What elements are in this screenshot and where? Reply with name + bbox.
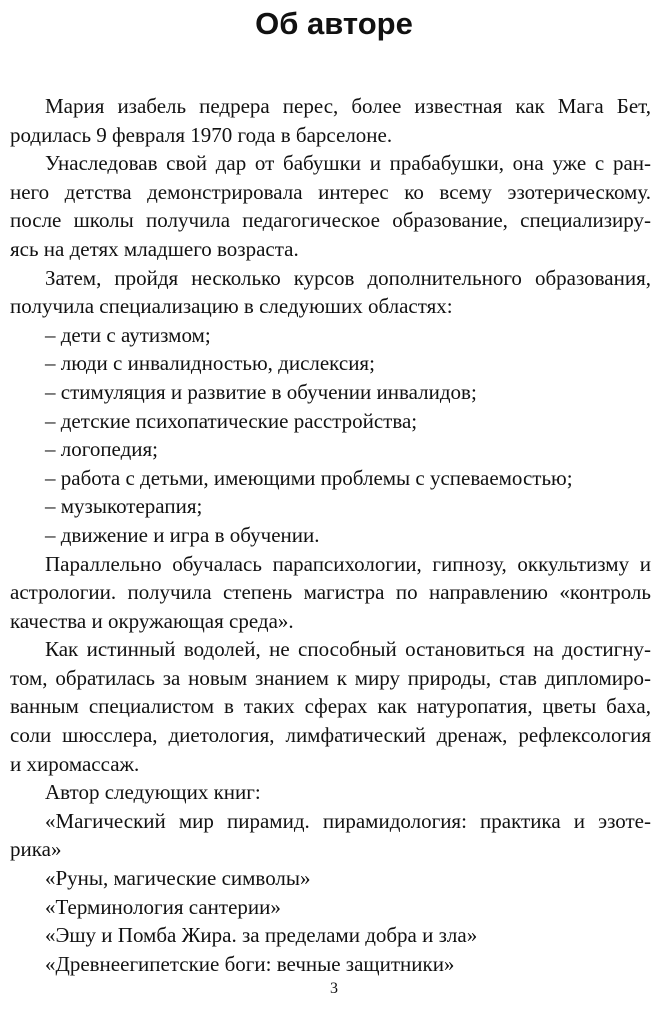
text-line: астрологии. получила степень магистра по направлению «контроль xyxy=(10,580,651,605)
text-line: Унаследовав свой дар от бабушки и прабабушки, она уже с ран- xyxy=(45,151,651,176)
page-number: 3 xyxy=(330,980,338,997)
text-line: ванным специалистом в таких сферах как натуропатия, цветы баха, xyxy=(10,694,651,719)
text-line: соли шюсслера, диетология, лимфатический дренаж, рефлексология xyxy=(10,723,651,748)
book-title-line: рика» xyxy=(10,837,62,862)
text-line: Как истинный водолей, не способный остановиться на достигну- xyxy=(45,637,651,662)
book-title-line: «Терминология сантерии» xyxy=(45,894,281,919)
list-item: – дети с аутизмом; xyxy=(45,322,211,347)
list-item: – стимуляция и развитие в обучении инвалидов; xyxy=(45,379,477,404)
text-line: Параллельно обучалась парапсихологии, гипнозу, оккультизму и xyxy=(45,551,651,576)
list-item: – работа с детьми, имеющими проблемы с успеваемостью; xyxy=(45,465,573,490)
text-line: и хиромассаж. xyxy=(10,751,140,776)
text-line: него детства демонстрировала интерес ко всему эзотерическому. xyxy=(10,179,651,204)
text-line: после школы получила педагогическое образование, специализиру- xyxy=(10,208,651,233)
text-line: качества и окружающая среда». xyxy=(10,608,294,633)
text-line: получила специализацию в следуюших областях: xyxy=(10,294,453,319)
book-title-line: «Древнеегипетские боги: вечные защитники» xyxy=(45,951,455,976)
book-title-line: «Эшу и Помба Жира. за пределами добра и зла» xyxy=(45,923,478,948)
list-item: – музыкотерапия; xyxy=(45,494,203,519)
text-line: Автор следующих книг: xyxy=(45,780,261,805)
list-item: – логопедия; xyxy=(45,437,159,462)
text-line: родилась 9 февраля 1970 года в барселоне. xyxy=(10,122,393,147)
list-item: – детские психопатические расстройства; xyxy=(45,408,418,433)
page-body xyxy=(10,92,651,978)
page-title: Об авторе xyxy=(255,6,413,41)
text-line: Мария изабель педрера перес, более известная как Мага Бет, xyxy=(45,94,651,118)
text-line: том, обратилась за новым знанием к миру природы, став дипломиро- xyxy=(10,665,651,690)
list-item: – люди с инвалидностью, дислексия; xyxy=(45,351,375,376)
text-line: ясь на детях младшего возраста. xyxy=(10,236,299,261)
text-line: Затем, пройдя несколько курсов дополнительного образования, xyxy=(45,265,651,290)
book-title-line: «Руны, магические символы» xyxy=(45,866,311,891)
list-item: – движение и игра в обучении. xyxy=(45,522,320,547)
book-title-line: «Магический мир пирамид. пирамидология: практика и эзоте- xyxy=(45,808,651,833)
